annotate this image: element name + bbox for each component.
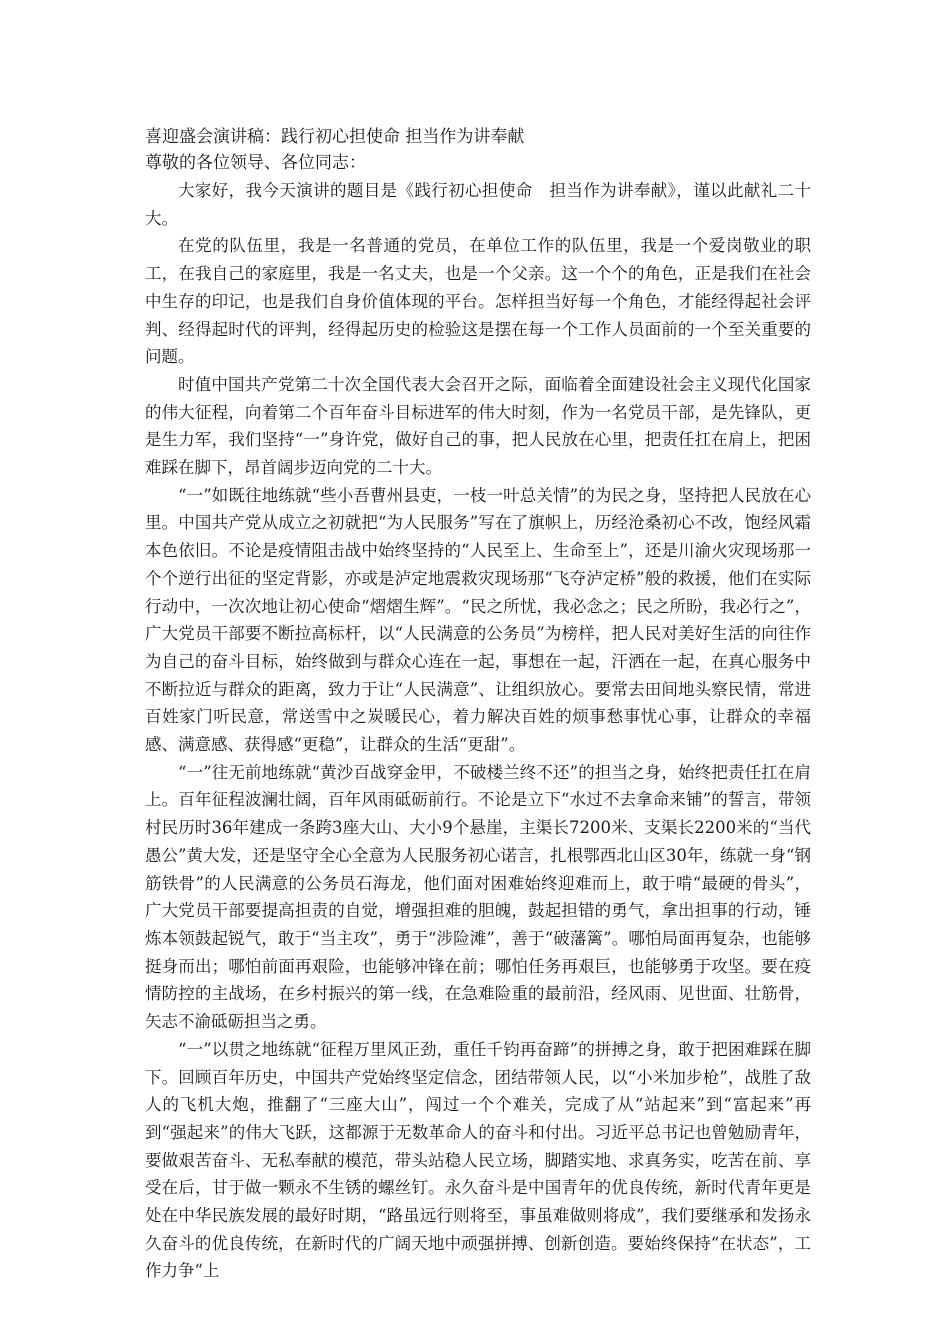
- paragraph-struggle: “一”以贯之地练就“征程万里风正劲，重任千钧再奋蹄”的拼搏之身，敢于把困难踩在脚下。回顾百年历史，中国共产党始终坚定信念，团结带领人民，以“小米加步枪”，战胜了敌人的飞机大炮，推翻了“三座大山”，闯过一个个难关，完成了从“站起来”到“富起来”再到“强起来”的伟大飞跃，这都源于无数革命人的奋斗和付出。习近平总书记也曾勉励青年，要做艰苦奋斗、无私奉献的模范，带头站稳人民立场，脚踏实地、求真务实，吃苦在前、享受在后，甘于做一颗永不生锈的螺丝钉。永久奋斗是中国青年的优良传统，新时代青年更是处在中华民族发展的最好时期，“路虽远行则将至，事虽难做则将成”，我们要继承和发扬永久奋斗的优良传统，在新时代的广阔天地中顽强拼搏、创新创造。要始终保持“在状态”，工作力争“上: [145, 1039, 811, 1281]
- paragraph-congress: 时值中国共产党第二十次全国代表大会召开之际，面临着全面建设社会主义现代化国家的伟大征程，向着第二个百年奋斗目标进军的伟大时刻，作为一名党员干部，是先锋队，更是生力军，我们坚持“一”身许党，做好自己的事，把人民放在心里，把责任扛在肩上，把困难踩在脚下，昂首阔步迈向党的二十大。: [145, 374, 811, 478]
- salutation: 尊敬的各位领导、各位同志：: [145, 153, 366, 173]
- paragraph-responsibility: “一”往无前地练就“黄沙百战穿金甲，不破楼兰终不还”的担当之身，始终把责任扛在肩上。百年征程波澜壮阔，百年风雨砥砺前行。不论是立下“水过不去拿命来铺”的誓言，带领村民历时36年建成一条跨3座大山、大小9个悬崖，主渠长7200米、支渠长2200米的“当代愚公”黄大发，还是坚守全心全意为人民服务初心诺言，扎根鄂西北山区30年，练就一身“钢筋铁骨”的人民满意的公务员石海龙，他们面对困难始终迎难而上，敢于啃“最硬的骨头”，广大党员干部要提高担责的自觉，增强担难的胆魄，鼓起担错的勇气，拿出担事的行动，锤炼本领鼓起锐气，敢于“当主攻”，勇于“涉险滩”，善于“破藩篱”。哪怕局面再复杂，也能够挺身而出；哪怕前面再艰险，也能够冲锋在前；哪怕任务再艰巨，也能够勇于攻坚。要在疫情防控的主战场，在乡村振兴的第一线，在急难险重的最前沿，经风雨、见世面、壮筋骨，矢志不渝砥砺担当之勇。: [145, 762, 811, 1032]
- paragraph-opening: 大家好，我今天演讲的题目是《践行初心担使命 担当作为讲奉献》，谨以此献礼二十大。: [145, 181, 811, 228]
- document-title: 喜迎盛会演讲稿：践行初心担使命 担当作为讲奉献: [145, 127, 525, 147]
- paragraph-roles: 在党的队伍里，我是一名普通的党员，在单位工作的队伍里，我是一个爱岗敬业的职工，在我自己的家庭里，我是一名丈夫，也是一个父亲。这一个个的角色，正是我们在社会中生存的印记，也是我们自身价值体现的平台。怎样担当好每一个角色，才能经得起社会评判、经得起时代的评判，经得起历史的检验这是摆在每一个工作人员面前的一个至关重要的问题。: [145, 236, 811, 367]
- paragraph-people: “一”如既往地练就“些小吾曹州县吏，一枝一叶总关情”的为民之身，坚持把人民放在心里。中国共产党从成立之初就把“为人民服务”写在了旗帜上，历经沧桑初心不改，饱经风霜本色依旧。不论是疫情阻击战中始终坚持的“人民至上、生命至上”，还是川渝火灾现场那一个个逆行出征的坚定背影，亦或是泸定地震救灾现场那“飞夺泸定桥”般的救援，他们在实际行动中，一次次地让初心使命“熠熠生辉”。“民之所忧，我必念之；民之所盼，我必行之”，广大党员干部要不断拉高标杆，以“人民满意的公务员”为榜样，把人民对美好生活的向往作为自己的奋斗目标，始终做到与群众心连在一起，事想在一起，汗洒在一起，在真心服务中不断拉近与群众的距离，致力于让“人民满意”、让组织放心。要常去田间地头察民情，常进百姓家门听民意，常送雪中之炭暖民心，着力解决百姓的烦事愁事忧心事，让群众的幸福感、满意感、获得感“更稳”，让群众的生活“更甜”。: [145, 485, 811, 755]
- document-page: [145, 124, 811, 1285]
